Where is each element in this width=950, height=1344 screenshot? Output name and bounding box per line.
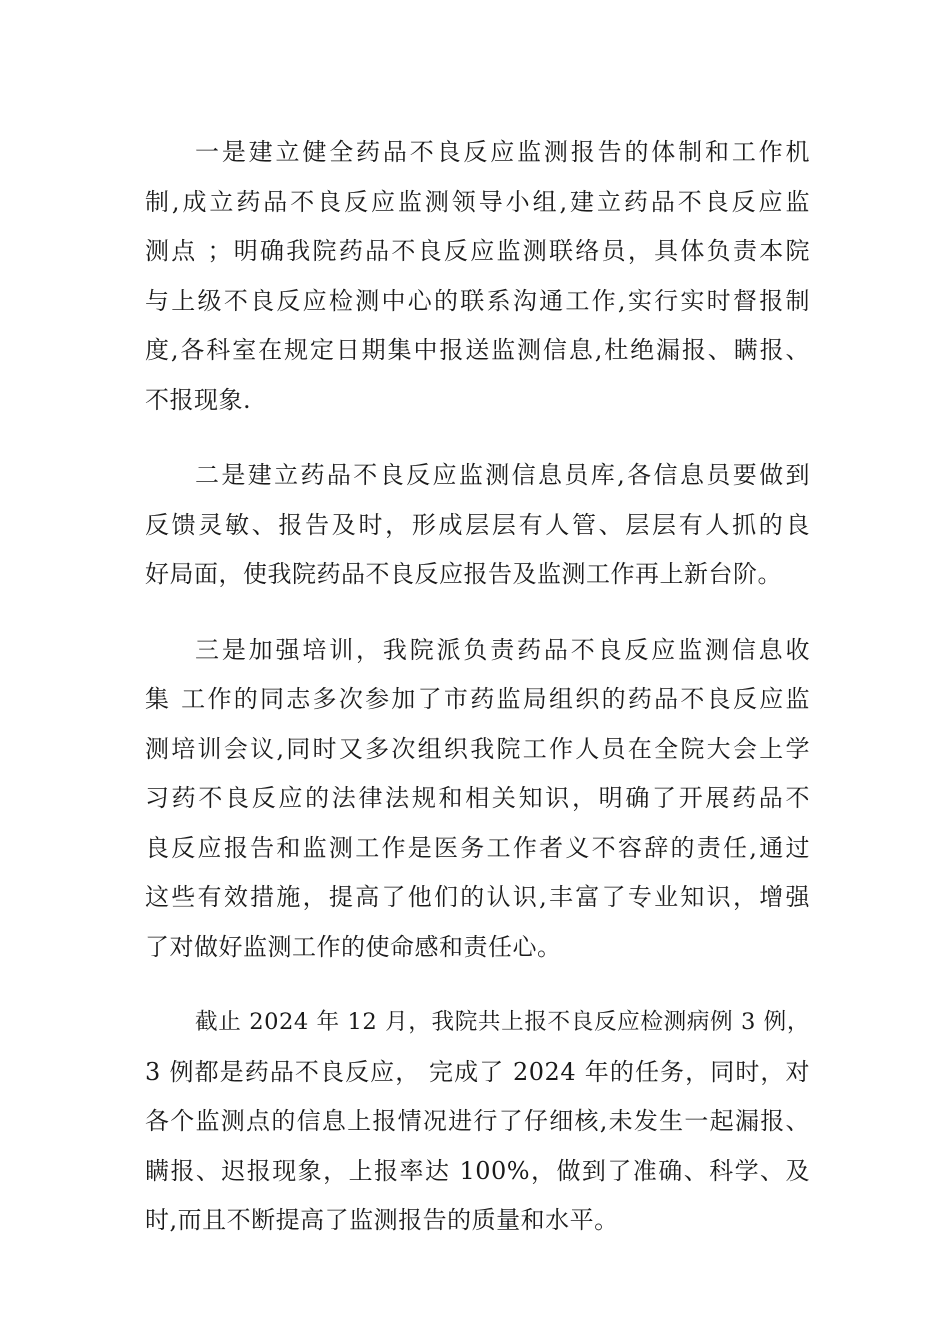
paragraph-1 <box>145 128 810 425</box>
text-line: 习药不良反应的法律法规和相关知识，明确了开展药品不 <box>145 784 810 812</box>
text-line: 反馈灵敏、报告及时，形成层层有人管、层层有人抓的良 <box>145 510 810 539</box>
text-line: 各个监测点的信息上报情况进行了仔细核,未发生一起漏报、 <box>145 1107 810 1135</box>
text-line: 这些有效措施，提高了他们的认识,丰富了专业知识，增强 <box>145 883 810 911</box>
text-line: 二是建立药品不良反应监测信息员库,各信息员要做到 <box>195 461 810 489</box>
text-line: 良反应报告和监测工作是医务工作者义不容辞的责任,通过 <box>145 833 810 862</box>
text-line: 瞒报、迟报现象，上报率达 100%，做到了准确、科学、及 <box>145 1156 810 1185</box>
text-line: 制,成立药品不良反应监测领导小组,建立药品不良反应监 <box>145 187 810 216</box>
text-line: 了对做好监测工作的使命感和责任心。 <box>145 932 562 961</box>
paragraph-4 <box>145 998 810 1246</box>
paragraph-2 <box>145 451 810 600</box>
text-line: 测点 ；明确我院药品不良反应监测联络员，具体负责本院 <box>145 237 810 265</box>
text-line: 三是加强培训，我院派负责药品不良反应监测信息收 <box>195 635 810 664</box>
text-line: 测培训会议,同时又多次组织我院工作人员在全院大会上学 <box>145 734 810 763</box>
text-line: 与上级不良反应检测中心的联系沟通工作,实行实时督报制 <box>145 286 810 315</box>
text-line: 一是建立健全药品不良反应监测报告的体制和工作机 <box>195 138 810 166</box>
text-line: 度,各科室在规定日期集中报送监测信息,杜绝漏报、瞒报、 <box>145 336 810 364</box>
document-body <box>145 128 810 1272</box>
paragraph-3 <box>145 626 810 973</box>
text-line: 3 例都是药品不良反应， 完成了 2024 年的任务，同时，对 <box>145 1057 810 1086</box>
text-line: 好局面，使我院药品不良反应报告及监测工作再上新台阶。 <box>145 560 782 588</box>
text-line: 不报现象. <box>145 385 252 414</box>
text-line: 时,而且不断提高了监测报告的质量和水平。 <box>145 1206 619 1234</box>
text-line: 集 工作的同志多次参加了市药监局组织的药品不良反应监 <box>145 685 810 713</box>
text-line: 截止 2024 年 12 月，我院共上报不良反应检测病例 3 例， <box>195 1009 810 1035</box>
